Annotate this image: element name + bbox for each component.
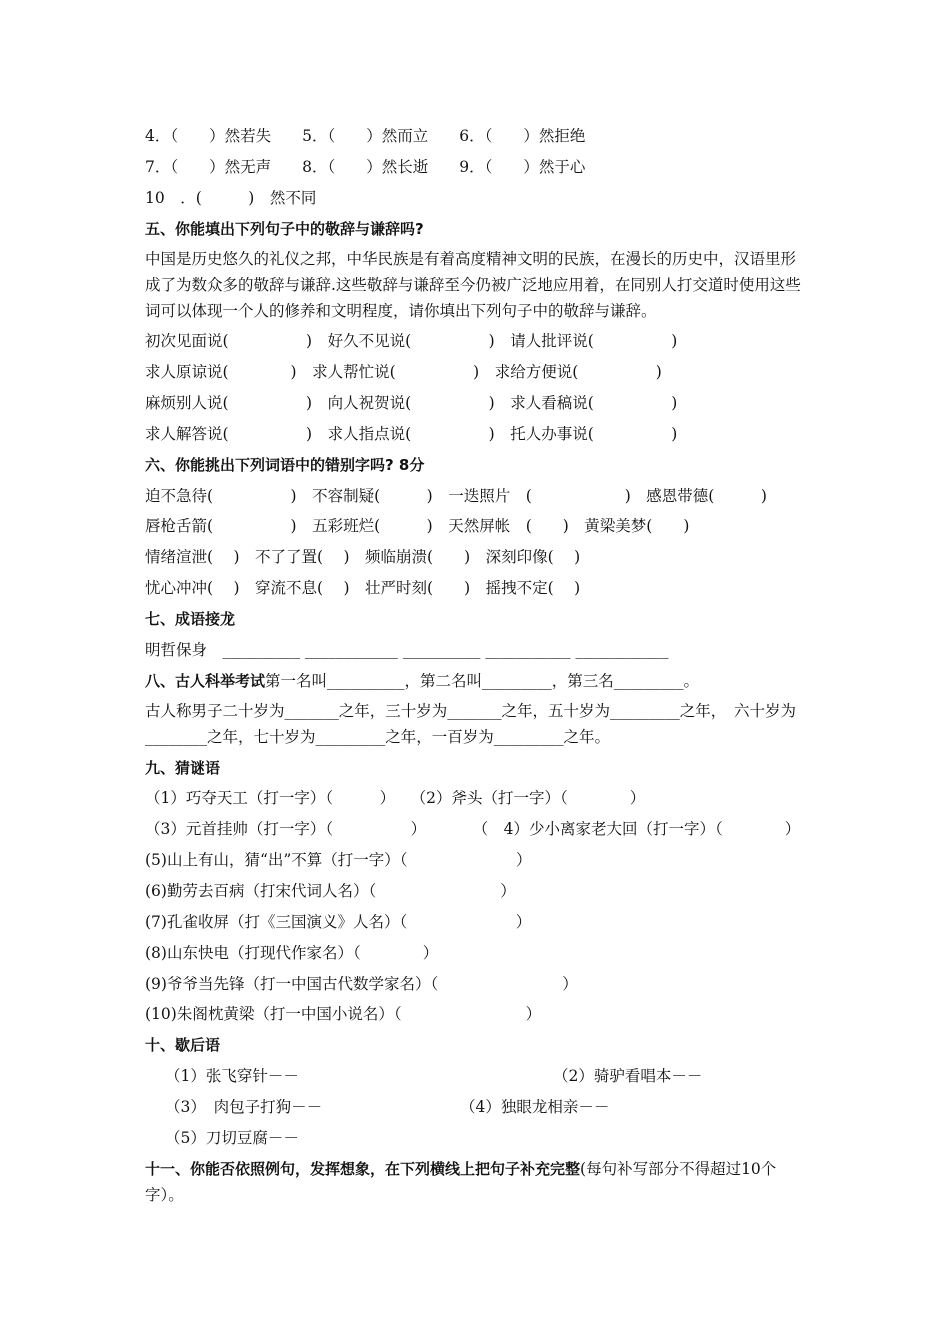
section-10-heading: 十、歇后语 [145, 1036, 221, 1054]
xiehouyu-5: （5）刀切豆腐－－ [165, 1129, 299, 1147]
riddle-9: (9)爷爷当先锋（打一中国古代数学家名）（ ） [145, 975, 578, 993]
section-7-row: 明哲保身 __________ ____________ __________ ___________ ____________ [145, 641, 669, 659]
section-5-paragraph: 中国是历史悠久的礼仪之邦，中华民族是有着高度精神文明的民族，在漫长的历史中，汉语里形成了为数众多的敬辞与谦辞.这些敬辞与谦辞至今仍被广泛地应用着，在同别人打交道时使用这些词可以体现一个人的修养和文明程度，请你填出下列句子中的敬辞与谦辞。 [145, 250, 801, 320]
section-8-ranks: 第一名叫__________，第二名叫_________，第三名_________。 [265, 672, 700, 690]
xiehouyu-4: （4）独眼龙相亲－－ [460, 1098, 610, 1116]
section-5-row-2: 求人原谅说( ) 求人帮忙说( ) 求给方便说( ) [145, 363, 662, 381]
xiehouyu-2: （2）骑驴看唱本－－ [553, 1067, 703, 1085]
exercise-line-7-9: 7．（ ）然无声 8．（ ）然长逝 9．（ ）然于心 [145, 158, 586, 176]
section-11-note: (每句补写部分不得超过10个字）。 [145, 1160, 777, 1204]
riddle-1-2: （1）巧夺天工（打一字）（ ） （2）斧头（打一字）（ ） [145, 789, 646, 807]
section-5-row-1: 初次见面说( ) 好久不见说( ) 请人批评说( ) [145, 332, 678, 350]
section-7-heading: 七、成语接龙 [145, 610, 236, 628]
section-8-paragraph: 古人称男子二十岁为_______之年，三十岁为_______之年，五十岁为_________之年， 六十岁为________之年，七十岁为_________之年，一百岁为_________之年。 [145, 702, 797, 746]
section-9-heading: 九、猜谜语 [145, 759, 221, 777]
riddle-8: (8)山东快电（打现代作家名）（ ） [145, 944, 439, 962]
xiehouyu-3: （3） 肉包子打狗－－ [165, 1098, 323, 1116]
riddle-5: (5)山上有山，猜“出”不算（打一字）（ ） [145, 851, 532, 869]
section-6-row-2: 唇枪舌箭( ) 五彩班烂( ) 天然屏帐 ( ) 黄梁美梦( ) [145, 517, 690, 535]
section-5-row-4: 求人解答说( ) 求人指点说( ) 托人办事说( ) [145, 425, 678, 443]
section-6-row-3: 情绪渲泄( ) 不了了置( ) 频临崩溃( ) 深刻印像( ) [145, 548, 581, 566]
exercise-line-10: 10 ．( ) 然不同 [145, 189, 317, 207]
section-8-heading: 八、古人科举考试 [145, 672, 266, 690]
riddle-10: (10)朱阁枕黄梁（打一中国小说名）（ ） [145, 1005, 542, 1023]
section-5-row-3: 麻烦别人说( ) 向人祝贺说( ) 求人看稿说( ) [145, 394, 678, 412]
riddle-7: (7)孔雀收屏（打《三国演义》人名）（ ） [145, 913, 532, 931]
section-6-row-1: 迫不急待( ) 不容制疑( ) 一迭照片 ( ) 感恩带德( ) [145, 487, 767, 505]
riddle-3-4: （3）元首挂帅（打一字）（ ） （ 4）少小离家老大回（打一字）（ ） [145, 820, 801, 838]
section-11-paragraph [145, 1156, 810, 1208]
section-6-row-4: 忧心冲冲( ) 穿流不息( ) 壮严时刻( ) 摇拽不定( ) [145, 579, 581, 597]
section-11-heading: 十一、你能否依照例句，发挥想象，在下列横线上把句子补充完整 [145, 1160, 581, 1178]
exercise-line-4-6: 4．（ ）然若失 5．（ ）然而立 6．（ ）然拒绝 [145, 127, 586, 145]
section-6-heading: 六、你能挑出下列词语中的错别字吗? 8分 [145, 456, 425, 474]
section-5-heading: 五、你能填出下列句子中的敬辞与谦辞吗? [145, 220, 424, 238]
riddle-6: (6)勤劳去百病（打宋代词人名）（ ） [145, 882, 516, 900]
section-8-line [145, 671, 699, 691]
xiehouyu-1: （1）张飞穿针－－ [165, 1067, 299, 1085]
